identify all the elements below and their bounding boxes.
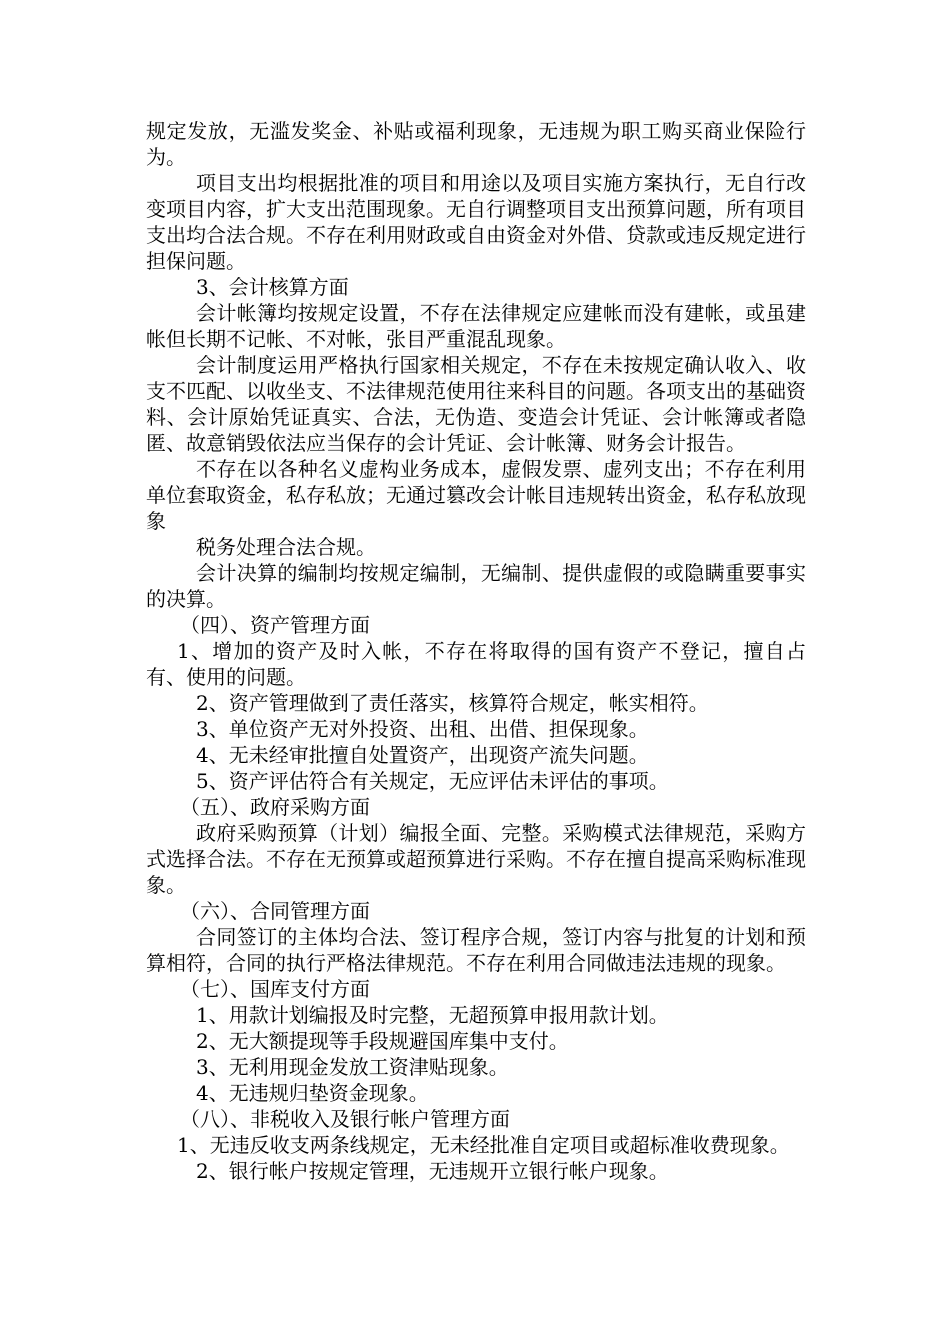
paragraph-salary-continuation: 规定发放，无滥发奖金、补贴或福利现象，无违规为职工购买商业保险行为。 — [146, 119, 806, 169]
paragraph-procurement: 政府采购预算（计划）编报全面、完整。采购模式法律规范，采购方式选择合法。不存在无预算或超预算进行采购。不存在擅自提高采购标准现象。 — [146, 821, 806, 897]
paragraph-tax-handling: 税务处理合法合规。 — [196, 535, 376, 559]
list-item-treasury-4: 4、无违规归垫资金现象。 — [196, 1081, 429, 1105]
section-heading-procurement: （五）、政府采购方面 — [180, 795, 370, 819]
section-heading-nontax-bank: （八）、非税收入及银行帐户管理方面 — [180, 1107, 510, 1131]
list-item-assets-5: 5、资产评估符合有关规定，无应评估未评估的事项。 — [196, 769, 669, 793]
list-item-treasury-3: 3、无利用现金发放工资津贴现象。 — [196, 1055, 509, 1079]
paragraph-account-books: 会计帐簿均按规定设置，不存在法律规定应建帐而没有建帐，或虽建帐但长期不记帐、不对帐，张目严重混乱现象。 — [146, 301, 806, 351]
paragraph-contracts: 合同签订的主体均合法、签订程序合规，签订内容与批复的计划和预算相符，合同的执行严格法律规范。不存在利用合同做违法违规的现象。 — [146, 925, 806, 975]
list-item-assets-3: 3、单位资产无对外投资、出租、出借、担保现象。 — [196, 717, 649, 741]
paragraph-accounting-system: 会计制度运用严格执行国家相关规定，不存在未按规定确认收入、收支不匹配、以收坐支、不法律规范使用往来科目的问题。各项支出的基础资料、会计原始凭证真实、合法，无伪造、变造会计凭证、会计帐簿或者隐匿、故意销毁依法应当保存的会计凭证、会计帐簿、财务会计报告。 — [146, 353, 806, 455]
section-heading-contracts: （六）、合同管理方面 — [180, 899, 370, 923]
list-item-assets-4: 4、无未经审批擅自处置资产，出现资产流失问题。 — [196, 743, 649, 767]
list-item-nontax-2: 2、银行帐户按规定管理，无违规开立银行帐户现象。 — [196, 1159, 669, 1183]
list-item-assets-1: 1、增加的资产及时入帐，不存在将取得的国有资产不登记，擅自占有、使用的问题。 — [146, 639, 806, 689]
list-item-treasury-2: 2、无大额提现等手段规避国库集中支付。 — [196, 1029, 569, 1053]
list-item-nontax-1: 1、无违反收支两条线规定，无未经批准自定项目或超标准收费现象。 — [177, 1133, 790, 1157]
list-item-treasury-1: 1、用款计划编报及时完整，无超预算申报用款计划。 — [196, 1003, 669, 1027]
paragraph-final-accounts: 会计决算的编制均按规定编制，无编制、提供虚假的或隐瞒重要事实的决算。 — [146, 561, 806, 611]
section-heading-assets: （四）、资产管理方面 — [180, 613, 370, 637]
paragraph-fictitious-costs: 不存在以各种名义虚构业务成本，虚假发票、虚列支出；不存在利用单位套取资金，私存私放；无通过篡改会计帐目违规转出资金，私存私放现象 — [146, 457, 806, 533]
section-heading-accounting: 3、会计核算方面 — [196, 275, 349, 299]
paragraph-project-expenditure: 项目支出均根据批准的项目和用途以及项目实施方案执行，无自行改变项目内容，扩大支出范围现象。无自行调整项目支出预算问题，所有项目支出均合法合规。不存在利用财政或自由资金对外借、贷款或违反规定进行担保问题。 — [146, 171, 806, 273]
section-heading-treasury: （七）、国库支付方面 — [180, 977, 370, 1001]
list-item-assets-2: 2、资产管理做到了责任落实，核算符合规定，帐实相符。 — [196, 691, 709, 715]
document-page — [146, 118, 806, 1184]
